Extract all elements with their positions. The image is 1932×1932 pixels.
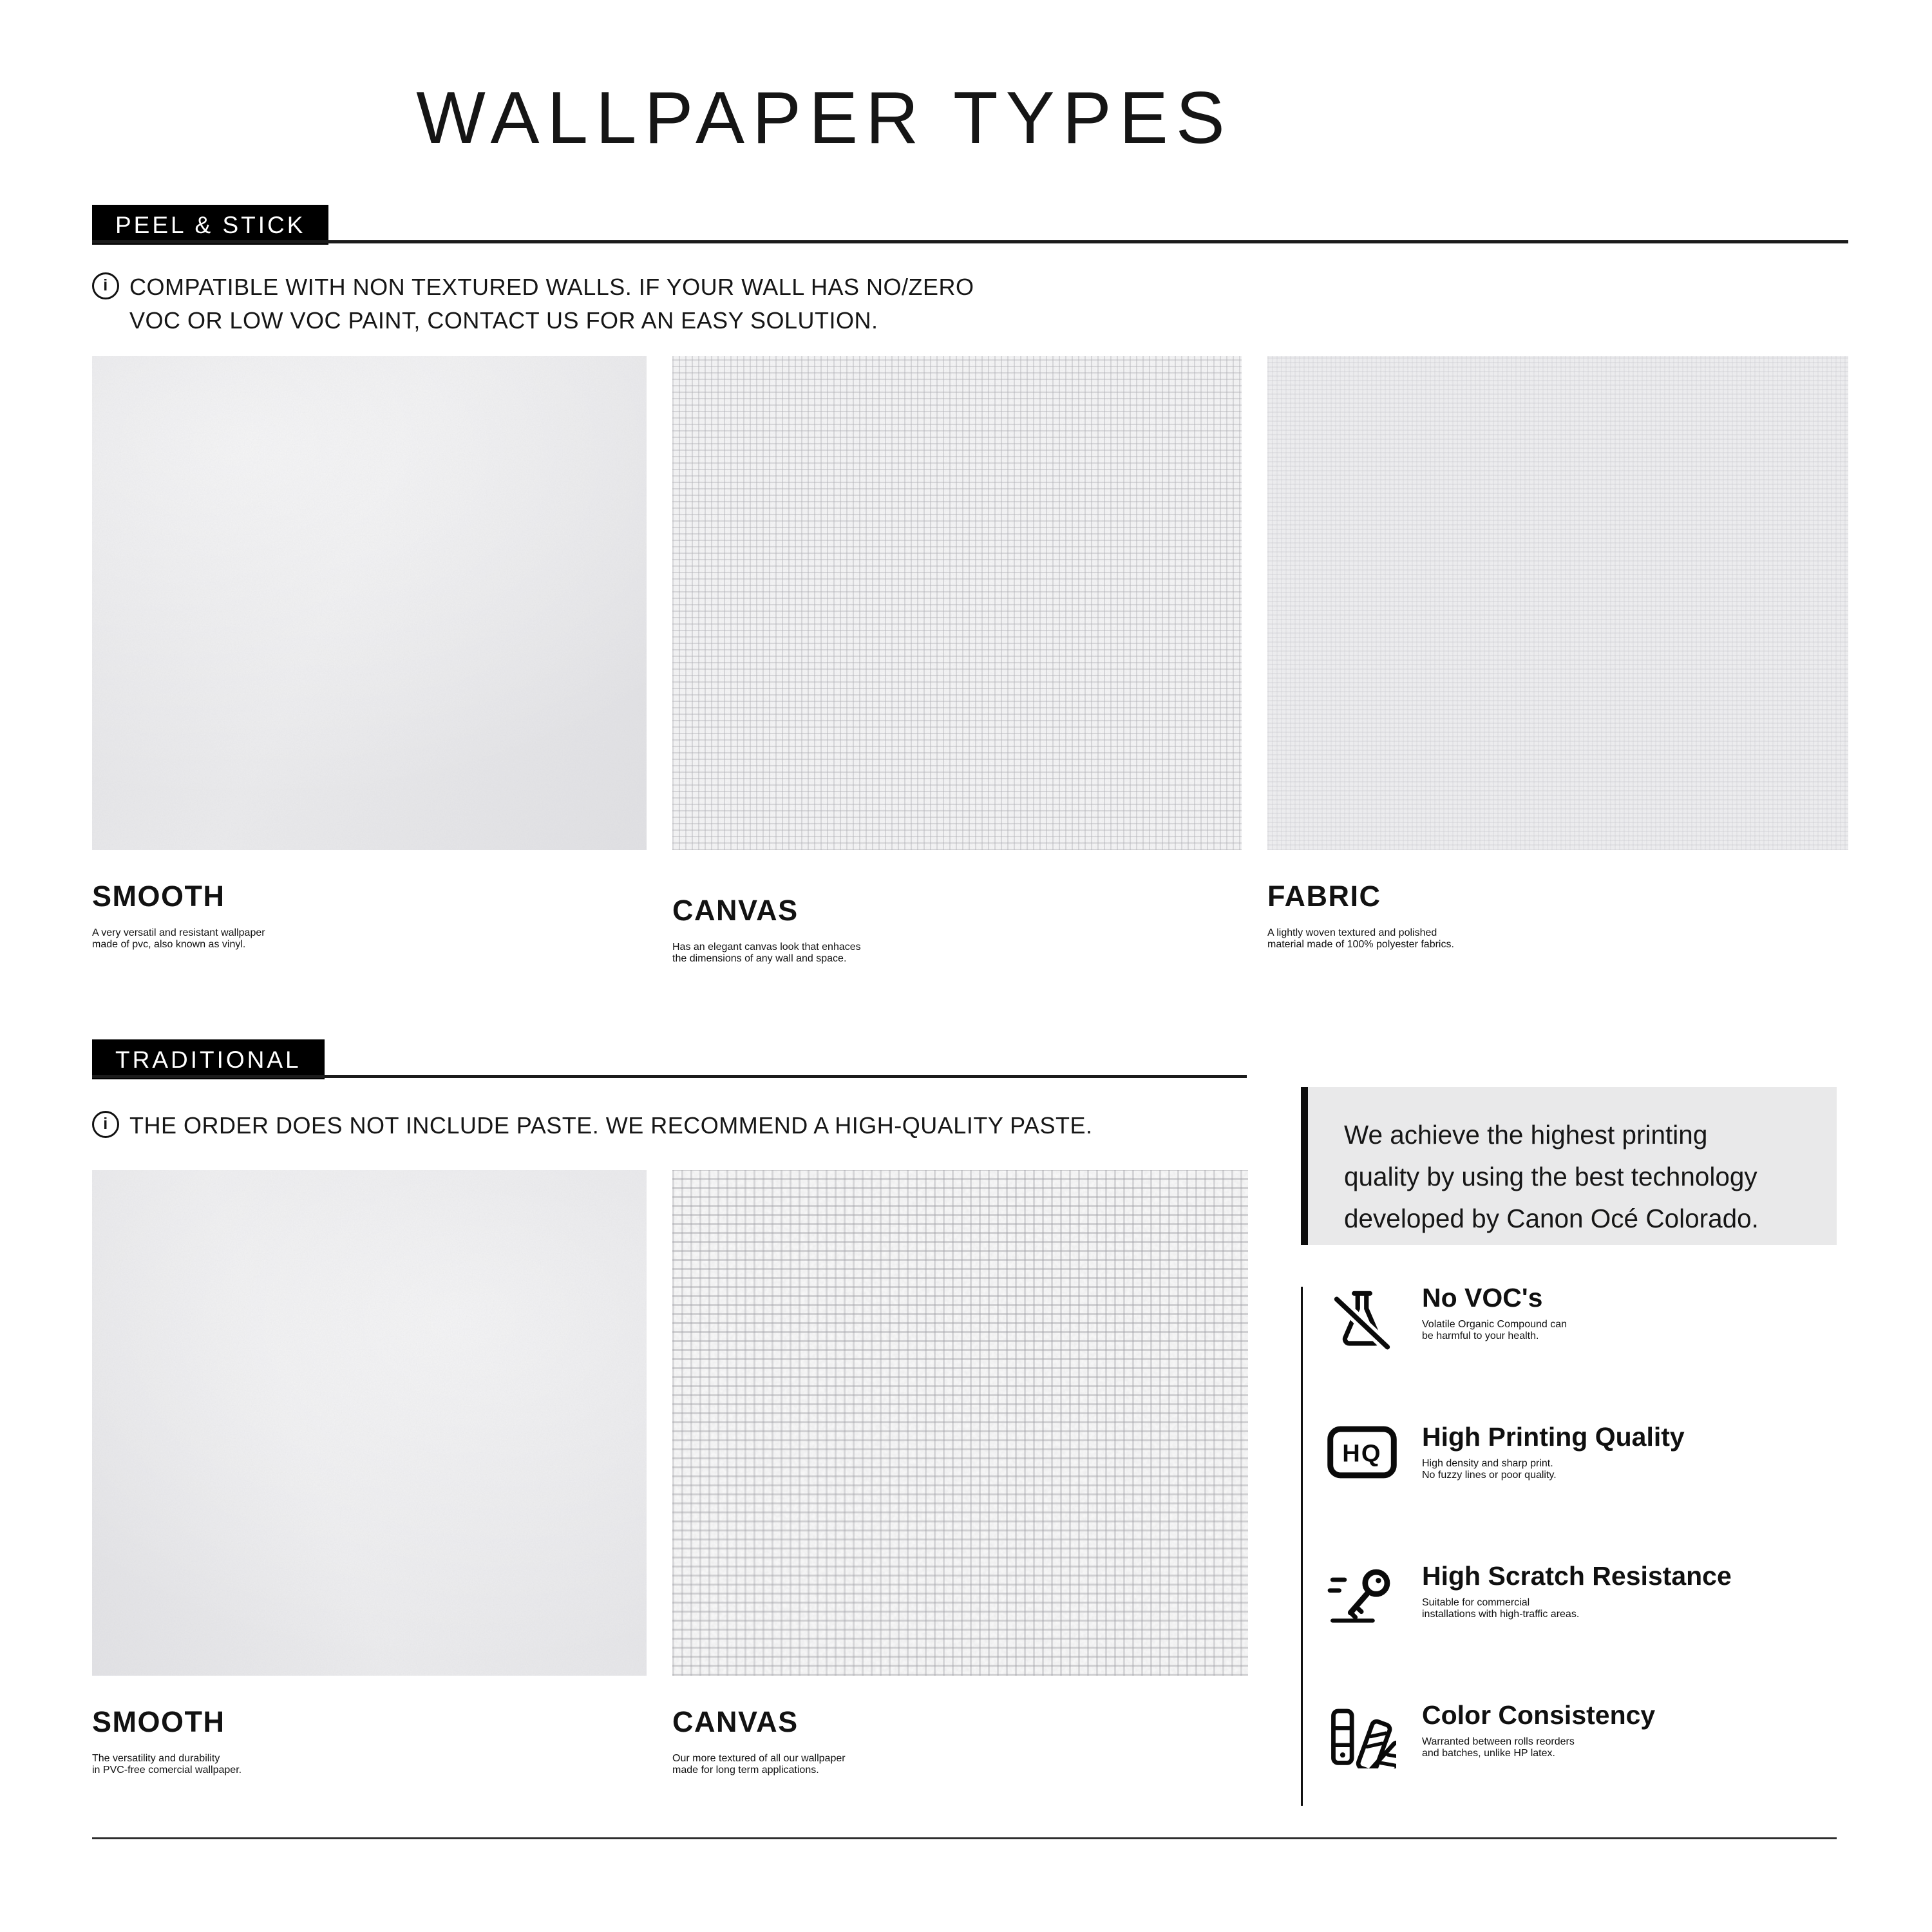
- svg-text:HQ: HQ: [1342, 1440, 1382, 1468]
- traditional-note-text: THE ORDER DOES NOT INCLUDE PASTE. WE RECOMMEND A HIGH-QUALITY PASTE.: [129, 1112, 1093, 1139]
- feature-color-consistency: [1324, 1700, 1846, 1770]
- traditional-swatches: [92, 1170, 1248, 1786]
- bottom-rule: [92, 1837, 1837, 1839]
- smooth-texture-swatch: [92, 1170, 647, 1676]
- feature-text: Color Consistency Warranted between rolls reorders and batches, unlike HP latex.: [1422, 1700, 1656, 1759]
- swatch-column: SMOOTH The versatility and durability in PVC-free comercial wallpaper.: [92, 1170, 647, 1786]
- feature-text: High Printing Quality High density and sharp print. No fuzzy lines or poor quality.: [1422, 1422, 1685, 1481]
- hq-badge-icon: [1324, 1422, 1400, 1492]
- type-name: CANVAS: [672, 894, 799, 927]
- coarse-canvas-texture-swatch: [672, 1170, 1248, 1676]
- info-icon: i: [92, 1111, 119, 1138]
- smooth-texture-swatch: [92, 356, 647, 850]
- canvas-texture-swatch: [672, 356, 1242, 850]
- section-badge-peel-stick: PEEL & STICK: [92, 205, 328, 245]
- traditional-note: [92, 1109, 1093, 1142]
- color-swatches-icon: [1324, 1700, 1400, 1770]
- swatch-column: FABRIC A lightly woven textured and polished material made of 100% polyester fabrics.: [1267, 356, 1848, 961]
- peel-stick-note-text: COMPATIBLE WITH NON TEXTURED WALLS. IF YOUR WALL HAS NO/ZERO VOC OR LOW VOC PAINT, CONTACT US FOR AN EASY SOLUTION.: [129, 274, 974, 334]
- flask-slash-icon: [1324, 1283, 1400, 1355]
- feature-text: No VOC's Volatile Organic Compound can be harmful to your health.: [1422, 1283, 1567, 1341]
- section-rule: [92, 1075, 1247, 1078]
- printing-quality-callout: We achieve the highest printing quality by using the best technology developed by Canon Océ Colorado.: [1301, 1087, 1837, 1245]
- feature-high-printing-quality: [1324, 1422, 1846, 1492]
- type-name: SMOOTH: [92, 1705, 225, 1738]
- swatch-column: SMOOTH A very versatil and resistant wallpaper made of pvc, also known as vinyl.: [92, 356, 647, 961]
- section-badge-traditional: TRADITIONAL: [92, 1039, 325, 1079]
- feature-high-scratch-resistance: [1324, 1561, 1846, 1631]
- key-scratch-icon: [1324, 1561, 1400, 1631]
- fabric-texture-swatch: [1267, 356, 1848, 850]
- type-name: CANVAS: [672, 1705, 799, 1738]
- swatch-column: CANVAS Our more textured of all our wallpaper made for long term applications.: [672, 1170, 1248, 1786]
- feature-text: High Scratch Resistance Suitable for commercial installations with high-traffic areas.: [1422, 1561, 1732, 1620]
- type-name: SMOOTH: [92, 880, 225, 913]
- swatch-column: CANVAS Has an elegant canvas look that enhaces the dimensions of any wall and space.: [672, 356, 1242, 975]
- info-icon: i: [92, 272, 119, 299]
- features-divider-line: [1301, 1287, 1303, 1806]
- page-title: WALLPAPER TYPES: [416, 77, 1233, 159]
- section-rule: [92, 240, 1848, 243]
- feature-no-vocs: [1324, 1283, 1846, 1355]
- peel-stick-swatches: [92, 356, 1848, 975]
- type-name: FABRIC: [1267, 880, 1381, 913]
- peel-stick-note: [92, 270, 974, 337]
